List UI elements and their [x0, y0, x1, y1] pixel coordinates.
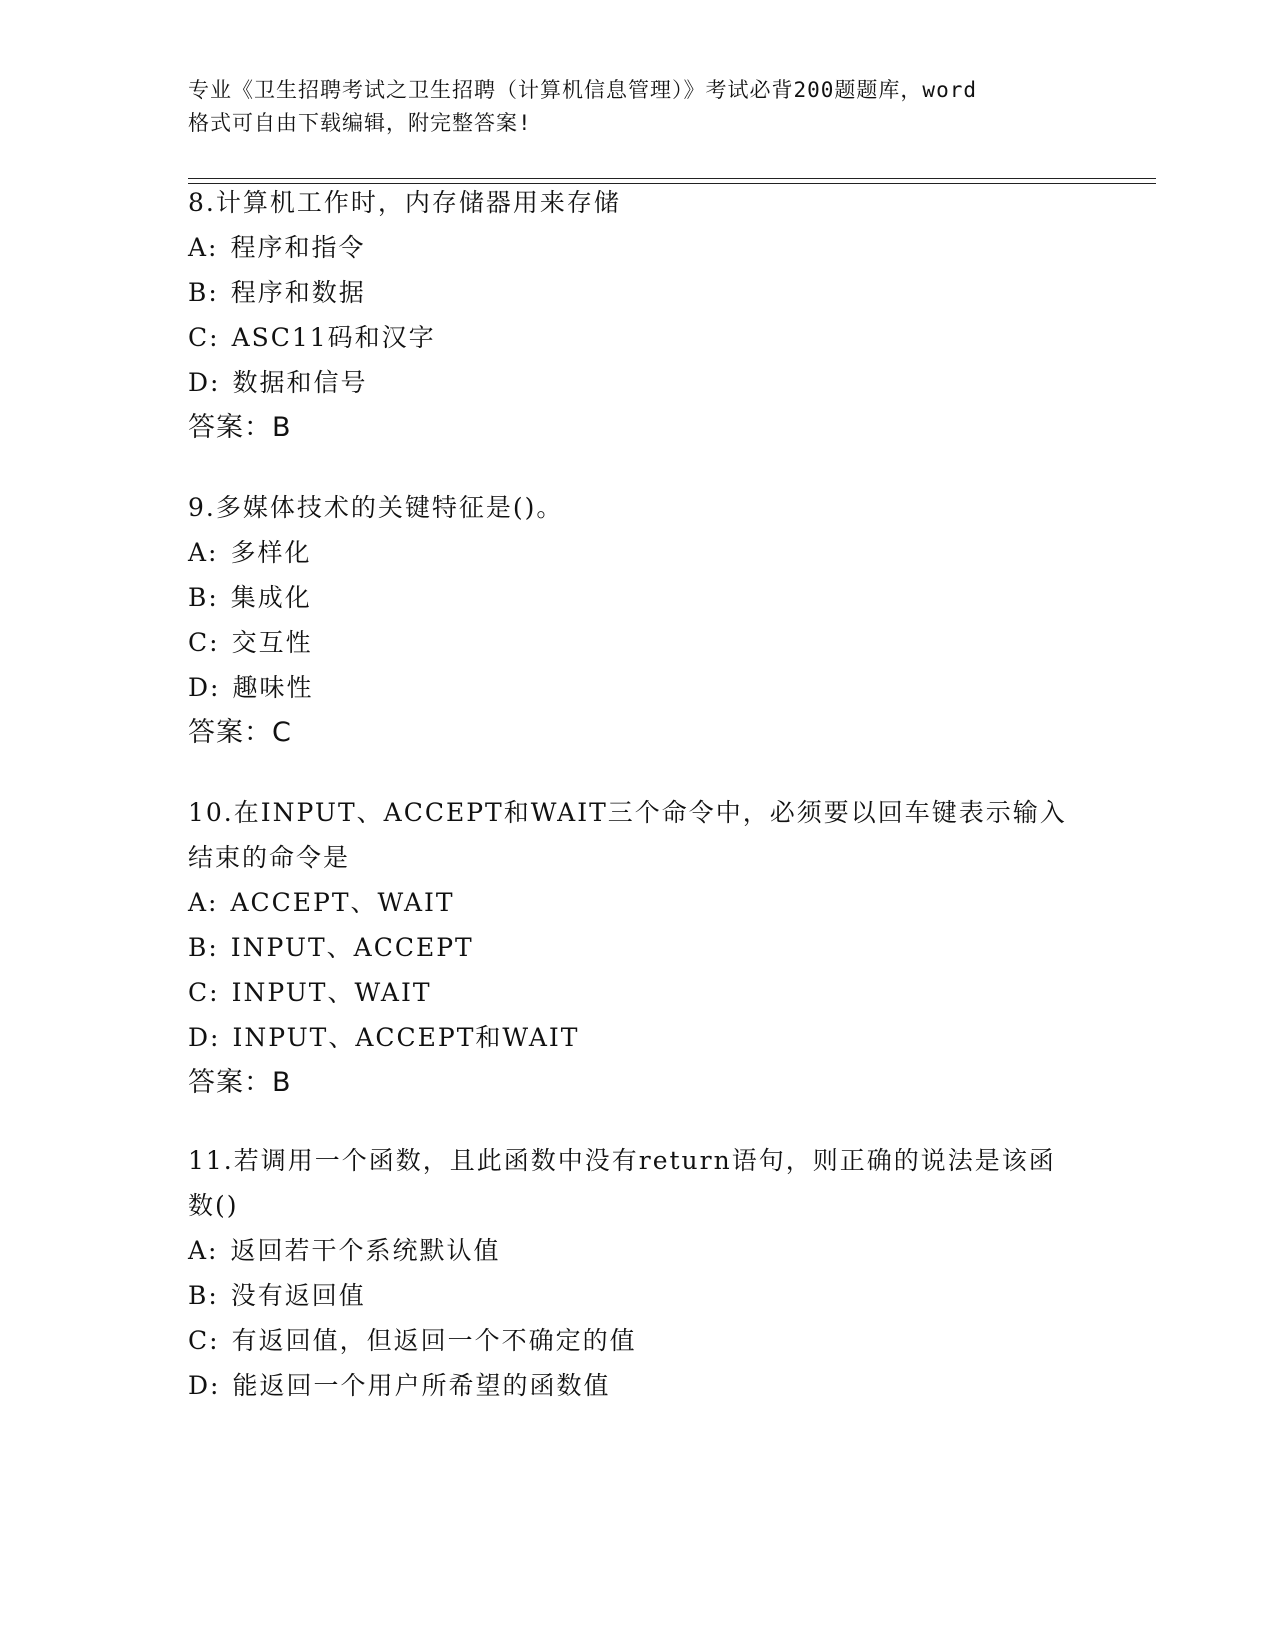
question-stem: 9.多媒体技术的关键特征是()。: [188, 493, 564, 522]
option-b: B: INPUT、ACCEPT: [188, 933, 474, 962]
option-c: C: ASC11码和汉字: [188, 323, 436, 352]
answer-text: 答案：B: [188, 412, 292, 443]
answer-text: 答案：B: [188, 1067, 292, 1098]
option-d: D: 数据和信号: [188, 368, 368, 397]
option-b: B: 没有返回值: [188, 1281, 366, 1310]
question-stem: 11.若调用一个函数，且此函数中没有return语句，则正确的说法是该函数(): [188, 1146, 1056, 1220]
question-10: [188, 790, 1088, 1105]
question-stem: 8.计算机工作时，内存储器用来存储: [188, 188, 621, 217]
option-b: B: 集成化: [188, 583, 312, 612]
option-d: D: 趣味性: [188, 673, 314, 702]
header-line-2: 格式可自由下载编辑，附完整答案!: [188, 111, 532, 135]
document-header: [188, 74, 1088, 140]
option-a: A: 程序和指令: [188, 233, 366, 262]
option-d: D: INPUT、ACCEPT和WAIT: [188, 1023, 580, 1052]
header-divider-top: [188, 178, 1156, 179]
option-a: A: 多样化: [188, 538, 312, 567]
option-c: C: 交互性: [188, 628, 313, 657]
option-c: C: 有返回值，但返回一个不确定的值: [188, 1326, 637, 1355]
option-d: D: 能返回一个用户所希望的函数值: [188, 1371, 611, 1400]
question-8: [188, 180, 1088, 450]
option-c: C: INPUT、WAIT: [188, 978, 432, 1007]
option-a: A: 返回若干个系统默认值: [188, 1236, 501, 1265]
question-9: [188, 485, 1088, 755]
question-stem: 10.在INPUT、ACCEPT和WAIT三个命令中，必须要以回车键表示输入结束的命令是: [188, 798, 1067, 872]
header-line-1: 专业《卫生招聘考试之卫生招聘（计算机信息管理）》考试必背200题题库，word: [188, 78, 977, 102]
answer-text: 答案：C: [188, 717, 292, 748]
question-11: [188, 1138, 1088, 1408]
option-b: B: 程序和数据: [188, 278, 366, 307]
option-a: A: ACCEPT、WAIT: [188, 888, 455, 917]
